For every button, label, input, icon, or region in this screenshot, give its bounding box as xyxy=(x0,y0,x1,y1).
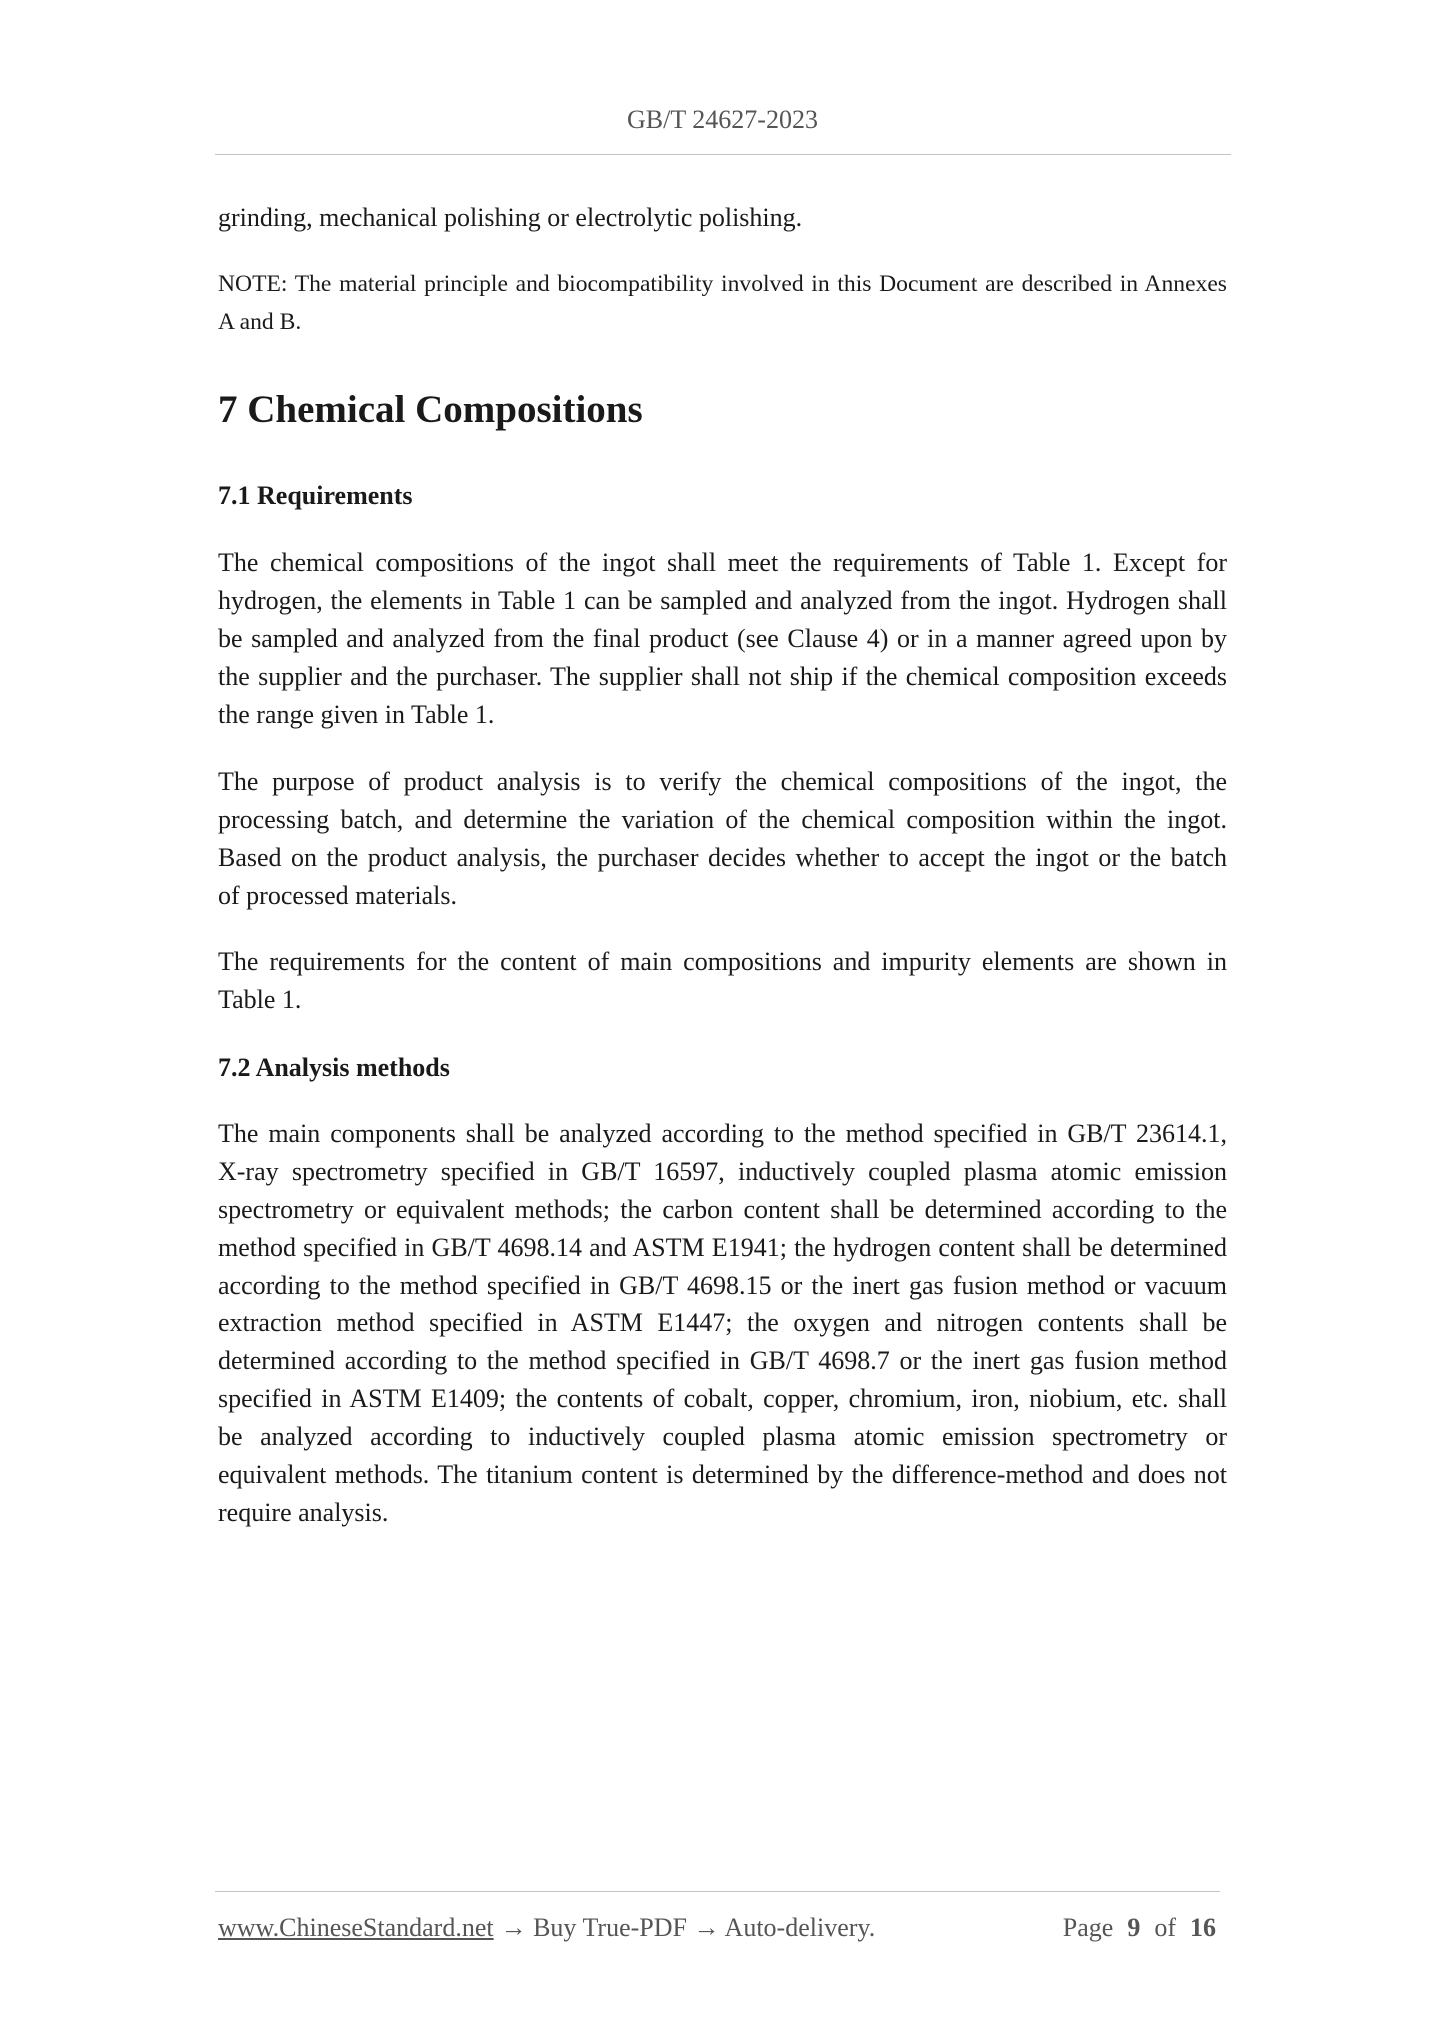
paragraph-line: grinding, mechanical polishing or electrolytic polishing. xyxy=(218,203,803,232)
paragraph-line: Based on the product analysis, the purchaser decides whether to accept the ingot or the batch xyxy=(218,842,1227,872)
paragraph-line: require analysis. xyxy=(218,1497,389,1527)
section-heading-7 xyxy=(218,386,1227,434)
header-divider xyxy=(215,154,1231,155)
page-of-label: of xyxy=(1154,1913,1176,1942)
total-page-count: 16 xyxy=(1190,1913,1216,1942)
continued-paragraph xyxy=(218,199,1227,237)
paragraph-line: specified in ASTM E1409; the contents of cobalt, copper, chromium, iron, niobium, etc. shall xyxy=(218,1384,1227,1414)
footer-tagline: → Buy True-PDF → Auto-delivery. xyxy=(500,1913,876,1942)
current-page-number: 9 xyxy=(1127,1913,1141,1942)
note-line: A and B. xyxy=(218,308,302,335)
subsection-title: 7.2 Analysis methods xyxy=(218,1053,450,1082)
footer-promo xyxy=(218,1912,875,1943)
paragraph-line: The requirements for the content of main compositions and impurity elements are shown in xyxy=(218,947,1227,976)
paragraph-line: X-ray spectrometry specified in GB/T 16597, inductively coupled plasma atomic emission xyxy=(218,1156,1227,1186)
subsection-heading-7-1 xyxy=(218,477,1227,515)
note-paragraph xyxy=(218,266,1227,342)
paragraph-line: determined according to the method specified in GB/T 4698.7 or the inert gas fusion method xyxy=(218,1346,1227,1376)
subsection-title: 7.1 Requirements xyxy=(218,481,413,510)
requirements-paragraph-1 xyxy=(218,544,1227,733)
paragraph-line: processing batch, and determine the variation of the chemical composition within the ingot. xyxy=(218,804,1227,834)
section-title: 7 Chemical Compositions xyxy=(218,388,643,431)
analysis-methods-paragraph xyxy=(218,1115,1227,1532)
paragraph-line: hydrogen, the elements in Table 1 can be sampled and analyzed from the ingot. Hydrogen shall xyxy=(218,585,1227,615)
paragraph-line: Table 1. xyxy=(218,984,302,1014)
paragraph-line: be analyzed according to inductively coupled plasma atomic emission spectrometry or xyxy=(218,1422,1227,1452)
paragraph-line: The purpose of product analysis is to verify the chemical compositions of the ingot, the xyxy=(218,767,1227,796)
subsection-heading-7-2 xyxy=(218,1049,1227,1087)
note-line: NOTE: The material principle and biocompatibility involved in this Document are described in Annexes xyxy=(218,271,1227,297)
page-label: Page xyxy=(1062,1913,1114,1942)
paragraph-line: The chemical compositions of the ingot shall meet the requirements of Table 1. Except for xyxy=(218,548,1227,577)
paragraph-line: according to the method specified in GB/T 4698.15 or the inert gas fusion method or vacuum xyxy=(218,1270,1227,1300)
paragraph-line: the supplier and the purchaser. The supplier shall not ship if the chemical composition exceeds xyxy=(218,661,1227,691)
paragraph-line: method specified in GB/T 4698.14 and ASTM E1941; the hydrogen content shall be determined xyxy=(218,1232,1227,1262)
paragraph-line: spectrometry or equivalent methods; the carbon content shall be determined according to the xyxy=(218,1194,1227,1224)
paragraph-line: of processed materials. xyxy=(218,880,457,910)
paragraph-line: extraction method specified in ASTM E1447; the oxygen and nitrogen contents shall be xyxy=(218,1308,1227,1338)
paragraph-line: The main components shall be analyzed according to the method specified in GB/T 23614.1, xyxy=(218,1119,1227,1148)
footer-divider xyxy=(215,1891,1220,1892)
requirements-paragraph-2 xyxy=(218,763,1227,915)
page-indicator xyxy=(1063,1912,1216,1943)
document-number-header: GB/T 24627-2023 xyxy=(627,105,818,134)
paragraph-line: equivalent methods. The titanium content is determined by the difference-method and does not xyxy=(218,1460,1227,1490)
requirements-paragraph-3 xyxy=(218,943,1227,1019)
footer-website-link[interactable]: www.ChineseStandard.net xyxy=(218,1913,494,1942)
paragraph-line: be sampled and analyzed from the final product (see Clause 4) or in a manner agreed upon by xyxy=(218,623,1227,653)
paragraph-line: the range given in Table 1. xyxy=(218,699,495,729)
